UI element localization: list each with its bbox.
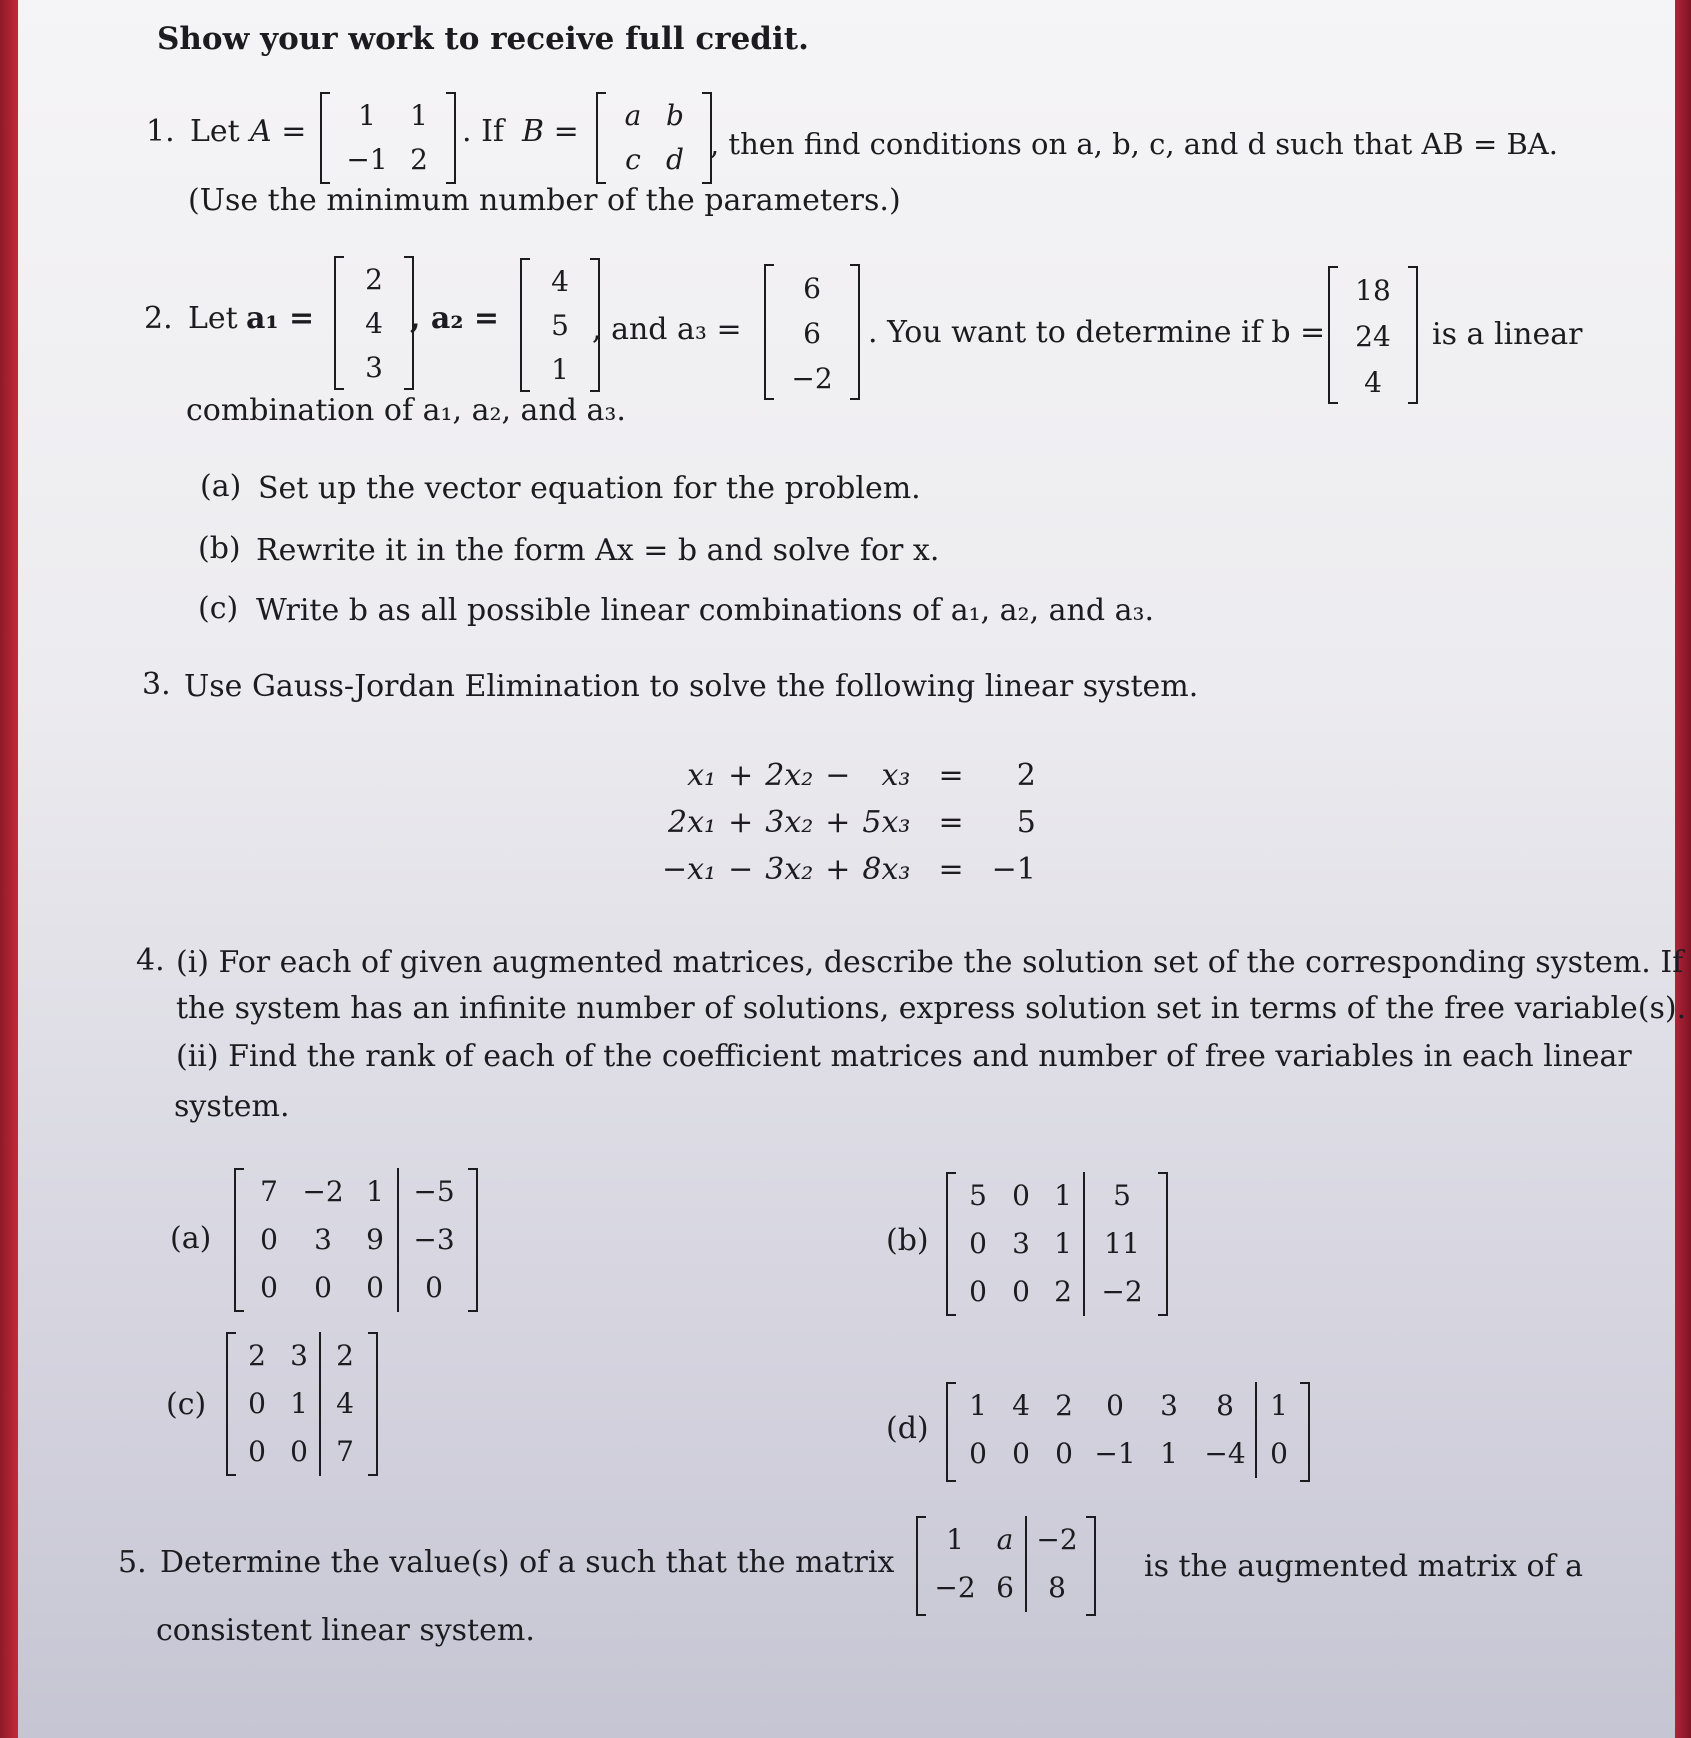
- matrix-cell: 0: [1012, 1179, 1030, 1212]
- matrix-cell: 1: [1054, 1179, 1072, 1212]
- equation-operator: +: [825, 852, 851, 887]
- equation-operator: +: [825, 805, 851, 840]
- q5-number: 5.: [118, 1545, 147, 1580]
- matrix-cell: 8: [1025, 1564, 1087, 1612]
- q1-number: 1.: [146, 114, 175, 149]
- augmented-matrix-a: [234, 1168, 478, 1312]
- matrix-cell: −2: [302, 1175, 344, 1208]
- matrix-cell: 0: [969, 1437, 987, 1470]
- matrix-cell: 4: [319, 1380, 369, 1428]
- equation-term: 5x₃: [862, 805, 911, 840]
- vector-cell: 1: [551, 353, 569, 386]
- matrix-cell: 3: [314, 1223, 332, 1256]
- q2-part-a-text: Set up the vector equation for the problem.: [258, 471, 921, 506]
- q1-note: (Use the minimum number of the parameters.): [188, 183, 901, 218]
- matrix-cell: 7: [260, 1175, 278, 1208]
- q2-number: 2.: [144, 301, 173, 336]
- q2-linear: is a linear: [1432, 317, 1583, 352]
- vector-b: [1328, 266, 1418, 404]
- q5-tail: is the augmented matrix of a: [1144, 1549, 1584, 1584]
- equation-term: −x₁: [662, 852, 717, 887]
- matrix-cell: 2: [319, 1332, 369, 1380]
- vector-cell: 18: [1355, 274, 1391, 307]
- matrix-cell: a: [996, 1523, 1014, 1556]
- matrix-cell: 0: [248, 1435, 266, 1468]
- q4-line-4: system.: [174, 1089, 290, 1124]
- q1-a-label: A =: [250, 114, 307, 149]
- matrix-cell: 1: [1160, 1437, 1178, 1470]
- q4-line-1: (i) For each of given augmented matrices, describe the solution set of the corresponding system. If: [176, 945, 1684, 980]
- matrix-cell: 0: [1255, 1430, 1301, 1478]
- matrix-cell: −2: [1083, 1268, 1159, 1316]
- q1-b-label: B =: [522, 114, 579, 149]
- matrix-cell: 1: [969, 1389, 987, 1422]
- q5-text: Determine the value(s) of a such that the matrix: [160, 1545, 895, 1580]
- matrix-cell: c: [625, 143, 641, 176]
- vector-cell: 6: [803, 316, 821, 350]
- matrix-cell: 5: [969, 1179, 987, 1212]
- matrix-cell: 0: [1012, 1275, 1030, 1308]
- equation-term: 3x₂: [765, 852, 814, 887]
- matrix-cell: b: [666, 99, 684, 132]
- matrix-cell: 9: [366, 1223, 384, 1256]
- matrix-cell: 1: [366, 1175, 384, 1208]
- matrix-cell: 0: [260, 1271, 278, 1304]
- matrix-cell: 0: [1106, 1389, 1124, 1422]
- matrix-cell: a: [624, 99, 642, 132]
- q2-combination: combination of a₁, a₂, and a₃.: [186, 393, 626, 428]
- matrix-cell: 0: [366, 1271, 384, 1304]
- equation-term: 8x₃: [862, 852, 911, 887]
- vector-cell: 4: [551, 265, 569, 298]
- augmented-matrix-q5: [916, 1516, 1096, 1616]
- q2-a1-label: a₁ =: [246, 301, 315, 336]
- q3-text: Use Gauss-Jordan Elimination to solve the following linear system.: [184, 669, 1199, 704]
- vector-cell: 6: [803, 271, 821, 305]
- q1-if: . If: [462, 114, 505, 149]
- matrix-cell: 1: [410, 99, 428, 132]
- q2-want: . You want to determine if b =: [868, 315, 1326, 350]
- q4-line-3: (ii) Find the rank of each of the coefficient matrices and number of free variables in each linear: [176, 1039, 1632, 1074]
- matrix-cell: 6: [996, 1571, 1014, 1604]
- matrix-cell: 1: [358, 99, 376, 132]
- augmented-matrix-c: [226, 1332, 378, 1476]
- equation-operator: +: [728, 805, 754, 840]
- matrix-cell: 1: [946, 1523, 964, 1556]
- equation-rhs: −1: [991, 852, 1036, 887]
- matrix-cell: 8: [1216, 1389, 1234, 1422]
- vector-cell: 4: [365, 307, 383, 340]
- vector-cell: 4: [1364, 366, 1382, 399]
- matrix-cell: −2: [934, 1571, 976, 1604]
- q2-let: Let: [188, 301, 238, 336]
- q4-d-label: (d): [886, 1411, 929, 1446]
- q4-c-label: (c): [166, 1387, 207, 1422]
- vector-cell: 5: [551, 309, 569, 342]
- matrix-cell: −1: [1094, 1437, 1136, 1470]
- equation-term: 3x₂: [765, 805, 814, 840]
- q4-b-label: (b): [886, 1223, 929, 1258]
- q4-a-label: (a): [170, 1221, 212, 1256]
- equation-operator: +: [728, 758, 754, 793]
- matrix-cell: 2: [410, 143, 428, 176]
- matrix-cell: 2: [248, 1339, 266, 1372]
- matrix-cell: 0: [397, 1264, 469, 1312]
- q5-line-2: consistent linear system.: [156, 1613, 535, 1648]
- q2-part-b-text: Rewrite it in the form Ax = b and solve for x.: [256, 533, 940, 568]
- matrix-cell: 1: [290, 1387, 308, 1420]
- q3-number: 3.: [142, 667, 171, 702]
- matrix-cell: 0: [969, 1227, 987, 1260]
- q2-part-a-label: (a): [200, 469, 242, 504]
- q4-number: 4.: [136, 943, 165, 978]
- equation-row: [656, 752, 1042, 799]
- matrix-cell: 0: [314, 1271, 332, 1304]
- equals-sign: =: [938, 805, 964, 840]
- matrix-cell: 3: [1012, 1227, 1030, 1260]
- equation-operator: −: [825, 758, 851, 793]
- matrix-cell: 0: [1055, 1437, 1073, 1470]
- matrix-A: [320, 92, 456, 184]
- q1-let: Let: [190, 114, 240, 149]
- matrix-cell: 2: [1054, 1275, 1072, 1308]
- matrix-cell: 1: [1255, 1382, 1301, 1430]
- matrix-cell: 0: [969, 1275, 987, 1308]
- equation-rhs: 2: [1016, 758, 1036, 793]
- page-edge-right: [1675, 0, 1691, 1738]
- matrix-cell: 0: [248, 1387, 266, 1420]
- matrix-cell: 3: [290, 1339, 308, 1372]
- matrix-B: [596, 92, 712, 184]
- matrix-cell: 4: [1012, 1389, 1030, 1422]
- equation-term: x₃: [881, 758, 911, 793]
- matrix-cell: 0: [260, 1223, 278, 1256]
- equation-row: [656, 799, 1042, 846]
- matrix-cell: 3: [1160, 1389, 1178, 1422]
- matrix-cell: −3: [397, 1216, 469, 1264]
- vector-cell: 2: [365, 263, 383, 296]
- matrix-cell: 7: [319, 1428, 369, 1476]
- q2-part-c-text: Write b as all possible linear combinations of a₁, a₂, and a₃.: [256, 593, 1155, 628]
- vector-cell: 24: [1355, 320, 1391, 353]
- matrix-cell: 11: [1083, 1220, 1159, 1268]
- augmented-matrix-b: [946, 1172, 1168, 1316]
- vector-a3: [764, 264, 860, 400]
- equation-term: x₁: [687, 758, 717, 793]
- matrix-cell: −2: [1025, 1516, 1087, 1564]
- q2-part-b-label: (b): [198, 531, 241, 566]
- q2-a3-label: , and a₃ =: [592, 312, 742, 347]
- augmented-matrix-d: [946, 1382, 1310, 1482]
- equation-row: [656, 846, 1042, 893]
- vector-cell: −2: [791, 361, 833, 395]
- equals-sign: =: [938, 852, 964, 887]
- equation-operator: −: [728, 852, 754, 887]
- equation-term: 2x₂: [765, 758, 814, 793]
- matrix-cell: 0: [1012, 1437, 1030, 1470]
- vector-cell: 3: [365, 351, 383, 384]
- matrix-cell: 1: [1054, 1227, 1072, 1260]
- matrix-cell: −5: [397, 1168, 469, 1216]
- instructions-header: Show your work to receive full credit.: [157, 21, 809, 57]
- vector-a2: [520, 258, 600, 392]
- matrix-cell: 0: [290, 1435, 308, 1468]
- q4-line-2: the system has an infinite number of solutions, express solution set in terms of the free variable(s).: [176, 991, 1687, 1026]
- equation-term: 2x₁: [668, 805, 717, 840]
- equation-rhs: 5: [1016, 805, 1036, 840]
- matrix-cell: 5: [1083, 1172, 1159, 1220]
- matrix-cell: 2: [1055, 1389, 1073, 1422]
- q2-part-c-label: (c): [198, 591, 239, 626]
- linear-system: [656, 752, 1042, 893]
- q2-a2-label: , a₂ =: [410, 301, 500, 336]
- q1-conditions: , then find conditions on a, b, c, and d such that AB = BA.: [710, 127, 1558, 161]
- matrix-cell: −4: [1204, 1437, 1246, 1470]
- matrix-cell: −1: [346, 143, 388, 176]
- matrix-cell: d: [666, 143, 684, 176]
- equals-sign: =: [938, 758, 964, 793]
- page-edge-left: [0, 0, 18, 1738]
- vector-a1: [334, 256, 414, 390]
